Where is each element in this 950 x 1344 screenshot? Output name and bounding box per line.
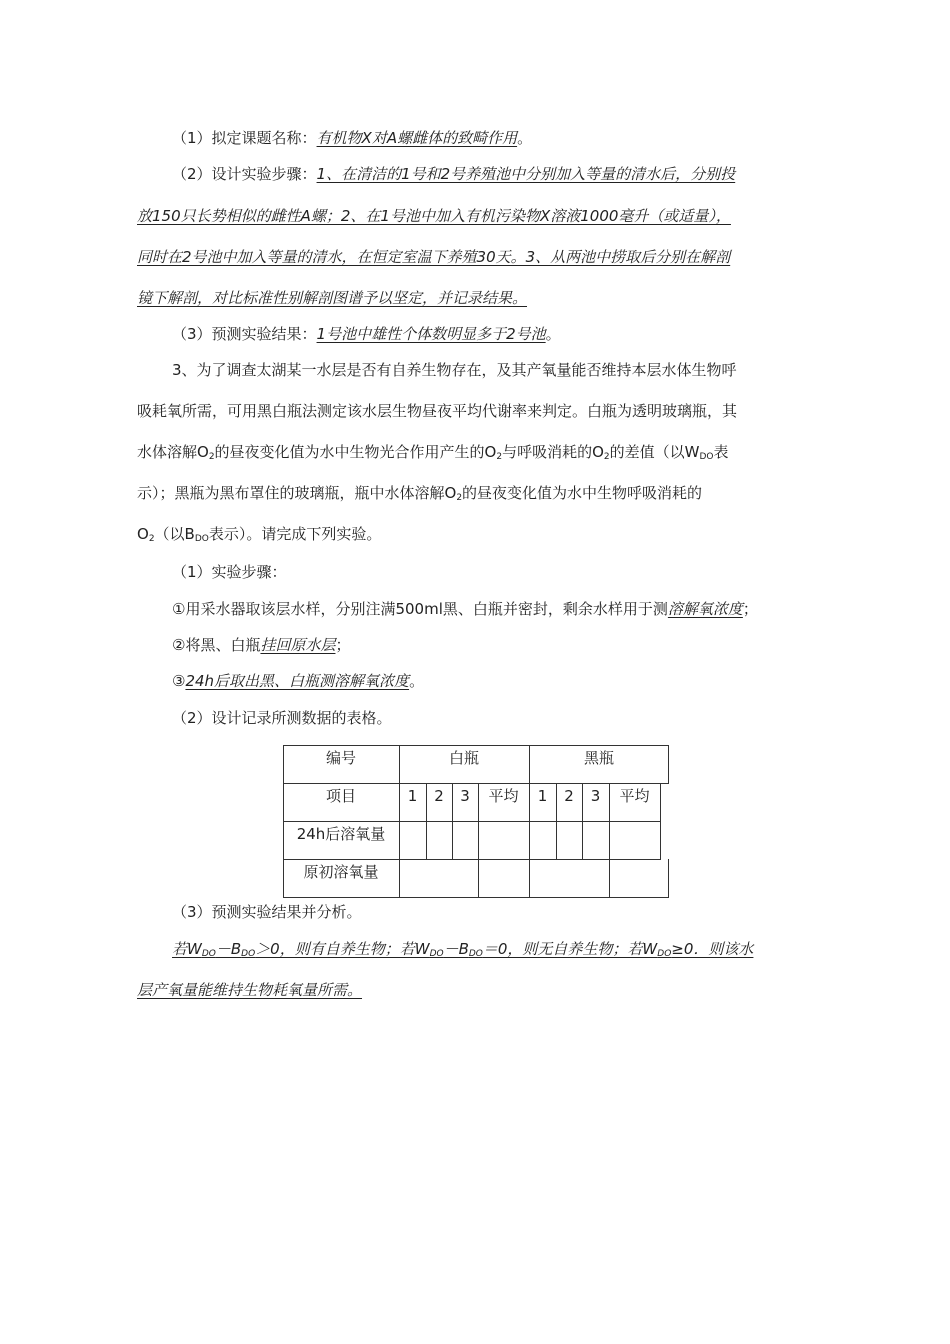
- table-title: （2）设计记录所测数据的表格。: [172, 709, 392, 727]
- step-2: ②将黑、白瓶挂回原水层；: [172, 636, 351, 654]
- col-white-1: 1: [407, 787, 418, 805]
- col-black-average: 平均: [619, 787, 650, 805]
- steps-title: （1）实验步骤：: [172, 563, 287, 581]
- topic-answer: 有机物X对A螺雌体的致畸作用: [316, 129, 518, 147]
- topic-line: （1）拟定课题名称：有机物X对A螺雌体的致畸作用。: [172, 129, 533, 147]
- step-3: ③24h后取出黑、白瓶测溶解氧浓度。: [172, 672, 425, 690]
- header-item: 项目: [325, 787, 356, 805]
- col-white-average: 平均: [488, 787, 519, 805]
- header-black-bottle: 黑瓶: [583, 749, 614, 767]
- steps-design-line-3: 同时在2号池中加入等量的清水，在恒定室温下养殖30天。3、从两池中捞取后分别在解剖: [137, 248, 731, 266]
- step-1: ①用采水器取该层水样，分别注满500ml黑、白瓶并密封，剩余水样用于测溶解氧浓度；: [172, 600, 758, 618]
- steps-design-line-1: （2）设计实验步骤：1、在清洁的1号和2号养殖池中分别加入等量的清水后，分别投: [172, 165, 736, 183]
- question-3-line-4: 示）；黑瓶为黑布罩住的玻璃瓶，瓶中水体溶解$O_2$的昼夜变化值为水中生物呼吸消耗的: [137, 484, 703, 503]
- result-title: （3）预测实验结果并分析。: [172, 903, 362, 921]
- data-table: [283, 745, 669, 898]
- question-3-line-5: $O_2$（以$B_{DO}$表示）。请完成下列实验。: [137, 525, 382, 544]
- result-line-2: 层产氧量能维持生物耗氧量所需。: [137, 981, 363, 999]
- col-white-2: 2: [434, 787, 444, 805]
- col-black-1: 1: [537, 787, 548, 805]
- step-1-answer: 溶解氧浓度: [667, 600, 743, 618]
- question-3-line-1: 3、为了调查太湖某一水层是否有自养生物存在，及其产氧量能否维持本层水体生物呼: [172, 361, 737, 379]
- steps-design-line-4: 镜下解剖，对比标准性别解剖图谱予以坚定，并记录结果。: [137, 289, 528, 307]
- col-white-3: 3: [460, 787, 470, 805]
- col-black-3: 3: [590, 787, 601, 805]
- steps-design-label: （2）设计实验步骤：: [172, 165, 317, 183]
- step-3-answer: 24h后取出黑、白瓶测溶解氧浓度: [185, 672, 410, 690]
- steps-design-line-2: 放150只长势相似的雌性A螺；2、在1号池中加入有机污染物X溶液1000毫升（或适量），: [137, 207, 731, 225]
- col-black-2: 2: [564, 787, 574, 805]
- result-line-1: 若$W_{DO}-B_{DO}>0$，则有自养生物；若$W_{DO}-B_{DO}=0$，则无自养生物；若$W_{DO}\ge 0$．则该水: [172, 940, 754, 959]
- prediction-label: （3）预测实验结果：: [172, 325, 317, 343]
- row-initial-oxygen: 原初溶氧量: [303, 863, 379, 881]
- header-white-bottle: 白瓶: [448, 749, 479, 767]
- prediction-line: （3）预测实验结果：1号池中雄性个体数明显多于2号池。: [172, 325, 561, 343]
- row-24h-oxygen: 24h后溶氧量: [296, 825, 386, 843]
- topic-label: （1）拟定课题名称：: [172, 129, 317, 147]
- step-2-answer: 挂回原水层: [260, 636, 336, 654]
- header-id: 编号: [325, 749, 356, 767]
- question-3-line-3: 水体溶解$O_2$的昼夜变化值为水中生物光合作用产生的$O_2$与呼吸消耗的$O_2$的差值（以$W_{DO}$表: [137, 443, 729, 462]
- question-3-line-2: 吸耗氧所需，可用黑白瓶法测定该水层生物昼夜平均代谢率来判定。白瓶为透明玻璃瓶，其: [137, 402, 738, 420]
- prediction-answer: 1号池中雄性个体数明显多于2号池: [316, 325, 546, 343]
